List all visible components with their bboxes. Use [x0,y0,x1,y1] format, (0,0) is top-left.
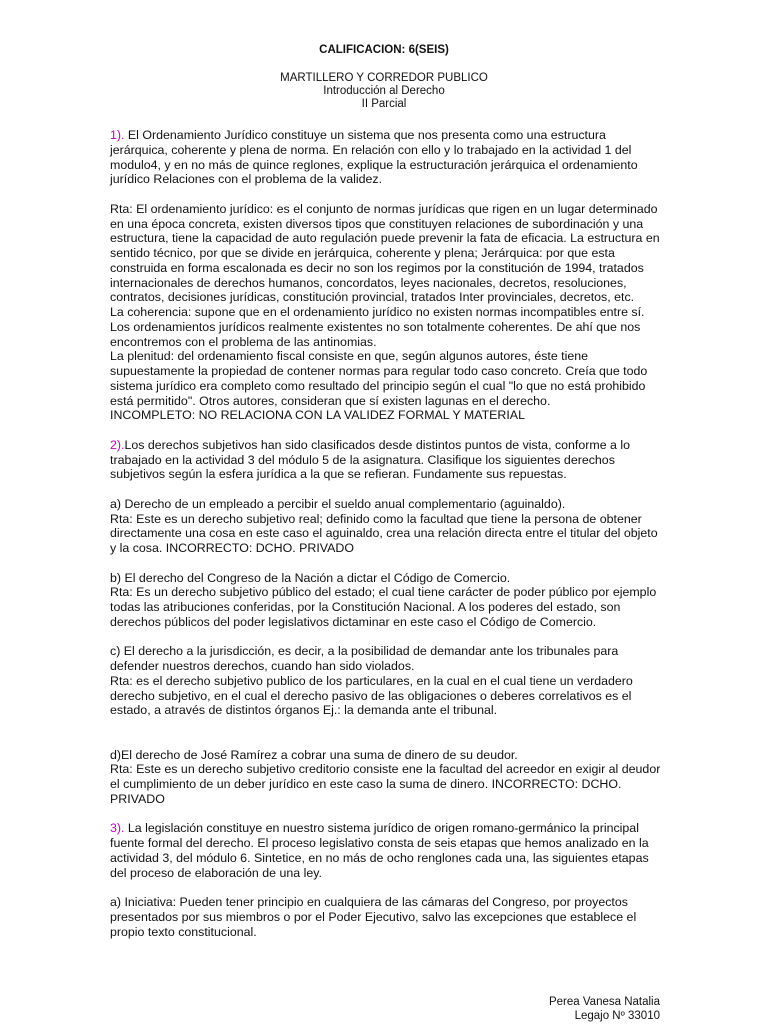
question-2c: c) El derecho a la jurisdicción, es decir, a la posibilidad de demandar ante los tribunales para defender nuestros derechos, cuando han sido violados. [110,644,619,673]
author-signature [549,996,660,1023]
question-1 [110,128,665,187]
answer-2c: Rta: es el derecho subjetivo publico de los particulares, en la cual en el cual tiene un verdadero derecho subjetivo, en el cual el derecho pasivo de las obligaciones o deberes correlativos es el estado, a através de distintos órganos Ej.: la demanda ante el tribunal. [110,673,633,718]
question-2a: a) Derecho de un empleado a percibir el sueldo anual complementario (aguinaldo). [110,496,566,511]
question-2 [110,438,665,482]
answer-2a: Rta: Este es un derecho subjetivo real; definido como la facultad que tiene la persona de obtener directamente una cosa en este caso el aguinaldo, crea una relación directa entre el titular del objeto y la cosa. INCORRECTO: DCHO. PRIVADO [110,511,658,555]
question-1-text: El Ordenamiento Jurídico constituye un sistema que nos presenta como una estructura jerárquica, coherente y plena de norma. En relación con ello y lo trabajado en la actividad 1 del modulo4, y en no más de quince reglones, explique la estructuración jerárquica el ordenamiento jurídico Relaciones con el problema de la validez. [110,128,638,187]
document-body [110,128,665,939]
author-name: Perea Vanesa Natalia [548,996,660,1008]
document-subtitle [0,72,768,111]
question-2-number: 2). [110,437,125,452]
question-1-number: 1). [110,128,125,142]
grade-title: CALIFICACION: 6(SEIS) [319,44,449,56]
question-3-text: La legislación constituye en nuestro sistema jurídico de origen romano-germánico la principal fuente formal del derecho. El proceso legislativo consta de seis etapas que hemos analizado en la actividad 3, del módulo 6. Sintetice, en no más de ocho renglones cada una, las siguientes etapas del proceso de elaboración de una ley. [110,821,649,880]
answer-3a: a) Iniciativa: Pueden tener principio en cualquiera de las cámaras del Congreso, por proyectos presentados por sus miembros o por el Poder Ejecutivo, salvo las excepciones que establece el propio texto constitucional. [110,895,637,939]
exam-title: II Parcial [361,98,407,110]
career-title: MARTILLERO Y CORREDOR PUBLICO [280,72,488,84]
answer-1-paragraph-2: La coherencia: supone que en el ordenamiento jurídico no existen normas incompatibles entre sí. Los ordenamientos jurídicos realmente existentes no son totalmente coherentes. De ahí que nos encontremos con el problema de las antinomias. [110,305,645,349]
answer-1-paragraph-1: Rta: El ordenamiento jurídico: es el conjunto de normas jurídicas que rigen en un lugar determinado en una época concreta, existen diversos tipos que constituyen relaciones de subordinación y una estructura, tiene la capacidad de auto regulación puede prevenir la fata de eficacia. La estructura en sentido técnico, por que se divide en jerárquica, coherente y plena; Jerárquica: por que esta construida en forma escalonada es decir no son los regimos por la constitución de 1994, tratados internacionales de derechos humanos, concordatos, leyes nacionales, decretos, resoluciones, contratos, decisiones jurídicas, constitución provincial, tratados Inter provinciales, decretos, etc. [110,201,660,305]
question-3-number: 3). [110,821,125,836]
author-legajo: Legajo Nº 33010 [574,1009,660,1022]
question-2d: d)El derecho de José Ramírez a cobrar una suma de dinero de su deudor. [110,747,518,762]
subject-title: Introducción al Derecho [323,85,445,97]
answer-1-correction: INCOMPLETO: NO RELACIONA CON LA VALIDEZ FORMAL Y MATERIAL [110,408,525,423]
answer-1-paragraph-3: La plenitud: del ordenamiento fiscal consiste en que, según algunos autores, éste tiene supuestamente la propiedad de contener normas para regular todo caso concreto. Creía que todo sistema jurídico era completo como resultado del principio según el cual "lo que no está prohibido está permitido". Otros autores, consideran que sí existen lagunas en el derecho. [110,349,648,408]
answer-2b: Rta: Es un derecho subjetivo público del estado; el cual tiene carácter de poder público por ejemplo todas las atribuciones conferidas, por la Constitución Nacional. A los poderes del estado, son derechos públicos del poder legislativos dictaminar en este caso el Código de Comercio. [110,585,657,629]
question-2b: b) El derecho del Congreso de la Nación a dictar el Código de Comercio. [110,570,511,585]
question-3 [110,821,665,880]
question-2-text: Los derechos subjetivos han sido clasificados desde distintos puntos de vista, conforme a lo trabajado en la actividad 3 del módulo 5 de la asignatura. Clasifique los siguientes derechos subjetivos según la esfera jurídica a la que se refieran. Fundamente sus repuestas. [110,437,631,482]
answer-2d: Rta: Este es un derecho subjetivo creditorio consiste ene la facultad del acreedor en exigir al deudor el cumplimiento de un deber jurídico en este caso la suma de dinero. INCORRECTO: DCHO. PRIVADO [110,762,661,806]
